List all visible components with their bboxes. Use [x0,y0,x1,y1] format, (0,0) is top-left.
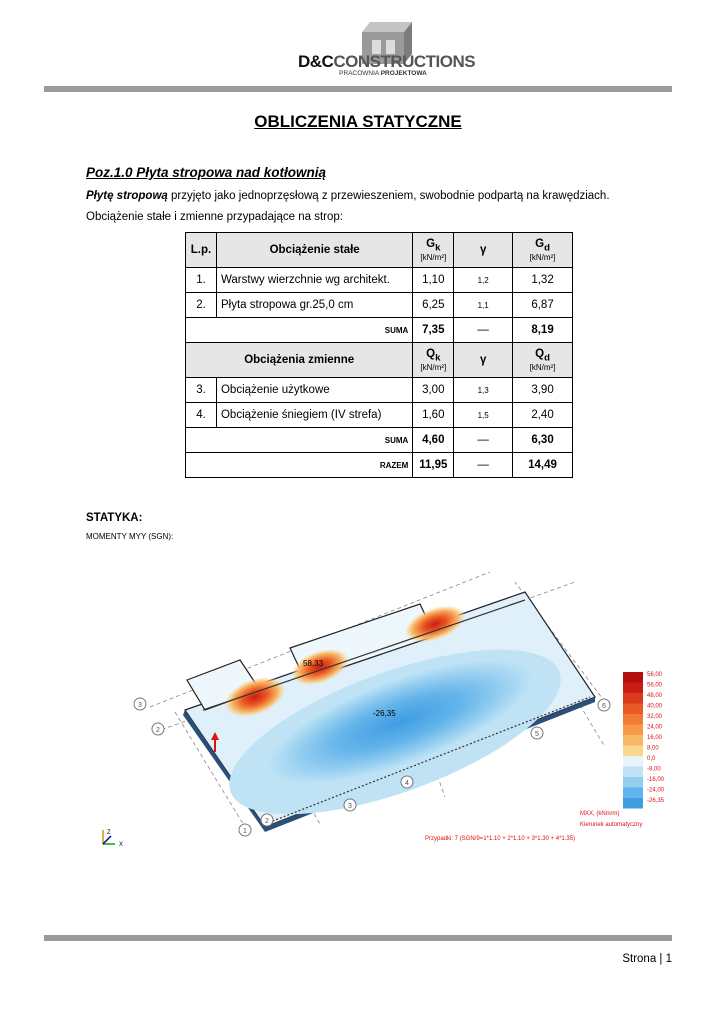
col-qd-sub: d [544,352,550,364]
cell-k: 1,10 [413,268,454,293]
moment-map-diagram [95,562,685,852]
col-gk-main: G [426,237,436,250]
axis-label: 3 [348,803,352,810]
legend-swatch [623,756,643,767]
intro-text-2: Obciążenie stałe i zmienne przypadające na strop: [86,211,343,223]
cell-lp: 3. [186,378,217,403]
min-label: -26,35 [373,709,396,718]
legend-swatch [623,704,643,715]
suma-d: 6,30 [513,428,573,453]
axis-label: 2 [156,727,160,734]
axis-label: 4 [405,780,409,787]
legend-swatch [623,767,643,778]
statyka-heading: STATYKA: [86,512,143,524]
suma-label: SUMA [186,428,413,453]
cell-name: Płyta stropowa gr.25,0 cm [216,293,412,318]
col-gamma: γ [454,233,513,268]
cell-k: 6,25 [413,293,454,318]
legend-value: 24,00 [647,724,663,731]
table-row [186,293,573,318]
legend-swatch [623,683,643,694]
cell-k: 1,60 [413,403,454,428]
legend-value: 8,00 [647,745,659,752]
col-gd-main: G [535,237,545,250]
legend-value: -26,35 [647,798,665,804]
suma-d: 8,19 [513,318,573,343]
cell-lp: 1. [186,268,217,293]
axis-label: 1 [243,828,247,835]
razem-k: 11,95 [413,453,454,478]
legend-value: 16,00 [647,735,663,741]
legend-swatch [623,725,643,736]
cell-d: 6,87 [513,293,573,318]
col-gd-sub: d [544,242,550,254]
table-subheader-row [186,343,573,378]
suma-k: 4,60 [413,428,454,453]
unit: [kN/m²] [529,363,556,373]
col-qk-sub: k [435,352,441,364]
table-header-row [186,233,573,268]
suma-g: — [454,428,513,453]
col-lp: L.p. [186,233,217,268]
cell-d: 2,40 [513,403,573,428]
cell-d: 1,32 [513,268,573,293]
col-zmienne: Obciążenia zmienne [186,343,413,378]
col-qk-main: Q [426,347,436,360]
axis-x-label: X [119,842,124,848]
legend-value: 32,00 [647,714,663,720]
axis-label: 6 [602,703,606,710]
legend-value: -8,00 [647,766,661,773]
legend-swatch [623,693,643,704]
legend-value: -16,00 [647,777,665,783]
cell-lp: 2. [186,293,217,318]
razem-d: 14,49 [513,453,573,478]
legend-value: 40,00 [647,703,663,710]
brand-name [298,52,476,72]
legend-swatch [623,788,643,799]
axis-z-label: Z [107,830,111,836]
suma-k: 7,35 [413,318,454,343]
axis-label: 3 [138,702,142,709]
cell-lp: 4. [186,403,217,428]
cell-gamma: 1,5 [454,403,513,428]
axes-icon [103,830,123,848]
brand-main: D&C [298,52,334,71]
axis-label: 5 [535,731,539,738]
cell-gamma: 1,2 [454,268,513,293]
legend-swatch [623,777,643,788]
moments-caption: MOMENTY MYY (SGN): [86,532,174,541]
legend-value: -24,00 [647,787,665,794]
page-title: OBLICZENIA STATYCZNE [254,112,462,131]
suma-zmienne-row [186,428,573,453]
brand-sub-normal: PRACOWNIA [339,70,381,77]
col-qd [513,343,573,378]
suma-g: — [454,318,513,343]
cell-name: Obciążenie śniegiem (IV strefa) [216,403,412,428]
brand-sub-bold: PROJEKTOWA [380,70,427,77]
razem-label: RAZEM [186,453,413,478]
color-legend [623,672,665,809]
brand-rest: CONSTRUCTIONS [333,52,476,71]
unit: [kN/m²] [420,253,447,263]
caption-mxx: MXX, (kNm/m) [580,811,620,817]
footer-rule [44,935,672,941]
section-title: Poz.1.0 Płyta stropowa nad kotłownią [86,165,327,180]
suma-stale-row [186,318,573,343]
legend-swatch [623,714,643,725]
col-gamma-2: γ [454,343,513,378]
col-qk [413,343,454,378]
table-row [186,403,573,428]
legend-swatch [623,735,643,746]
page-number: Strona | 1 [622,953,672,965]
unit: [kN/m²] [529,253,556,263]
max-label: 58,33 [303,659,324,668]
col-gk-sub: k [435,242,441,254]
caption-cases: Przypadki: 7 (SGN/9=1*1.10 + 2*1.10 + 3*1.30 + 4*1.35) [425,836,576,842]
brand-subtitle [298,70,468,77]
legend-value: 56,00 [647,682,663,689]
razem-g: — [454,453,513,478]
col-gd [513,233,573,268]
loads-table [185,232,573,478]
table-row [186,378,573,403]
legend-swatch [623,672,643,683]
cell-d: 3,90 [513,378,573,403]
legend-swatch [623,798,643,809]
table-row [186,268,573,293]
legend-swatch [623,746,643,757]
suma-label: SUMA [186,318,413,343]
intro-rest: przyjęto jako jednoprzęsłową z przewieszeniem, swobodnie podpartą na krawędziach. [167,190,610,202]
cell-gamma: 1,3 [454,378,513,403]
cell-gamma: 1,1 [454,293,513,318]
razem-row [186,453,573,478]
intro-text [86,190,610,202]
unit: [kN/m²] [420,363,447,373]
cell-name: Obciążenie użytkowe [216,378,412,403]
col-qd-main: Q [535,347,545,360]
intro-bold: Płytę stropową [86,190,168,202]
col-stale: Obciążenie stałe [216,233,412,268]
cell-name: Warstwy wierzchnie wg architekt. [216,268,412,293]
col-gk [413,233,454,268]
header-rule [44,86,672,92]
legend-value: 48,00 [647,693,663,699]
legend-value: 0,0 [647,756,656,762]
legend-value: 56,00 [647,672,663,678]
axis-label: 2 [265,818,269,825]
caption-direction: Kierunek automatyczny [580,822,643,828]
cell-k: 3,00 [413,378,454,403]
